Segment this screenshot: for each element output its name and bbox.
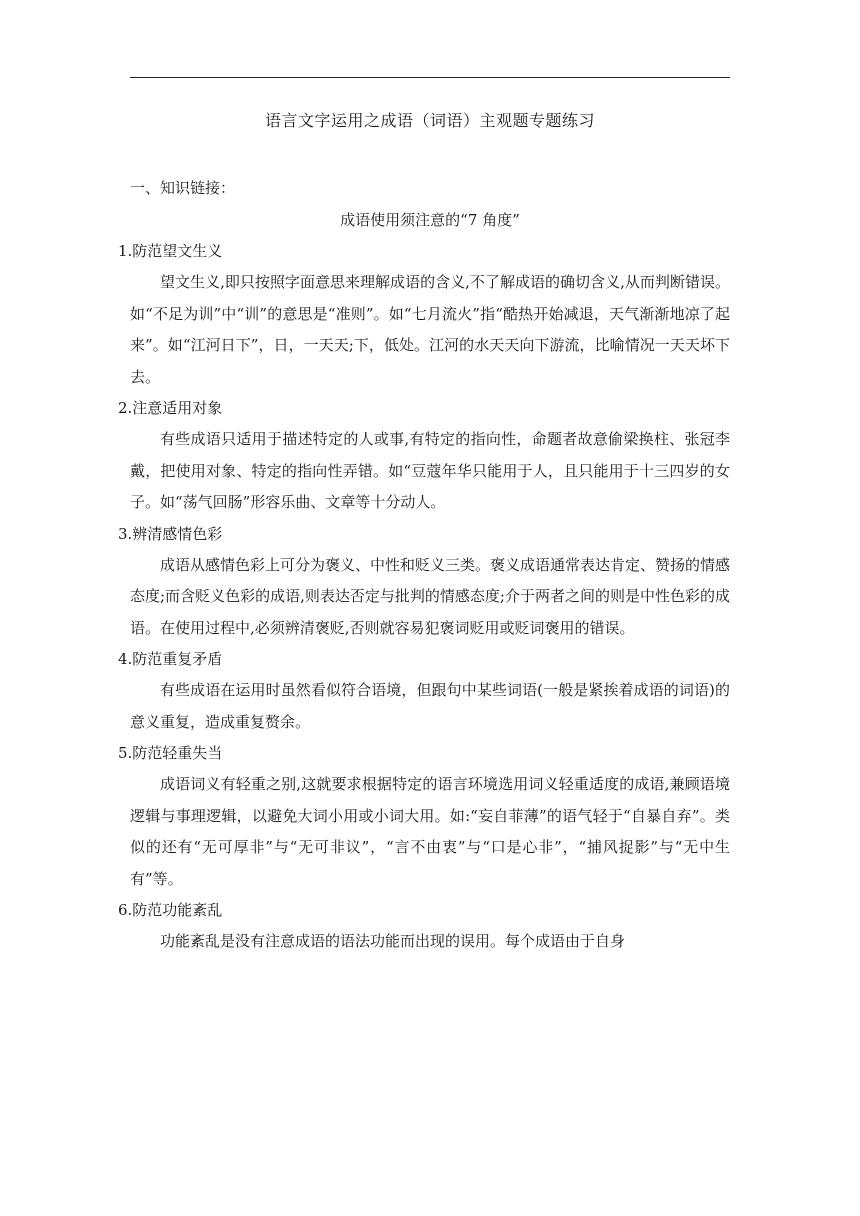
item-heading: 3.辨清感情色彩 bbox=[118, 524, 223, 543]
item-3 bbox=[118, 519, 731, 645]
item-4 bbox=[118, 644, 730, 738]
item-body: 成语词义有轻重之别,这就要求根据特定的语言环境选用词义轻重适度的成语,兼顾语境逻辑与事理逻辑，以避免大词小用或小词大用。如:“妄自菲薄”的语气轻于“自暴自弃”。类似的还有“无可厚非”与“无可非议”，“言不由衷”与“口是心非”，“捕风捉影”与“无中生有”等。 bbox=[130, 775, 730, 888]
header-rule bbox=[130, 77, 730, 78]
document-content bbox=[118, 172, 731, 958]
item-2 bbox=[118, 393, 730, 519]
item-body: 望文生义,即只按照字面意思来理解成语的含义,不了解成语的确切含义,从而判断错误。如“不足为训”中“训”的意思是“准则”。如“七月流火”指“酷热开始减退，天气渐渐地凉了起来”。如“江河日下”，日，一天天;下，低处。江河的水天天向下游流，比喻情况一天天坏下去。 bbox=[130, 273, 730, 386]
item-body: 有些成语只适用于描述特定的人或事,有特定的指向性，命题者故意偷梁换柱、张冠李戴，把使用对象、特定的指向性弄错。如“豆蔻年华只能用于人，且只能用于十三四岁的女子。如“荡气回肠”形容乐曲、文章等十分动人。 bbox=[130, 430, 730, 511]
item-5 bbox=[118, 738, 730, 895]
item-heading: 5.防范轻重失当 bbox=[118, 744, 223, 762]
item-6 bbox=[118, 895, 730, 958]
section-label: 一、知识链接： bbox=[130, 179, 236, 197]
item-1 bbox=[118, 236, 730, 393]
item-heading: 4.防范重复矛盾 bbox=[118, 650, 223, 668]
item-body: 成语从感情色彩上可分为褒义、中性和贬义三类。褒义成语通常表达肯定、赞扬的情感态度;而含贬义色彩的成语,则表达否定与批判的情感态度;介于两者之间的则是中性色彩的成语。在使用过程中,必须辨清褒贬,否则就容易犯褒词贬用或贬词褒用的错误。 bbox=[130, 555, 731, 637]
item-heading: 1.防范望文生义 bbox=[118, 242, 223, 260]
item-body: 有些成语在运用时虽然看似符合语境，但跟句中某些词语(一般是紧挨着成语的词语)的意义重复，造成重复赘余。 bbox=[130, 681, 730, 731]
item-heading: 6.防范功能紊乱 bbox=[118, 901, 223, 919]
item-body: 功能紊乱是没有注意成语的语法功能而出现的误用。每个成语由于自身 bbox=[160, 932, 626, 950]
item-heading: 2.注意适用对象 bbox=[118, 399, 223, 417]
section-subtitle: 成语使用须注意的“7 角度” bbox=[340, 211, 520, 229]
document-title: 语言文字运用之成语（词语）主观题专题练习 bbox=[264, 111, 595, 130]
